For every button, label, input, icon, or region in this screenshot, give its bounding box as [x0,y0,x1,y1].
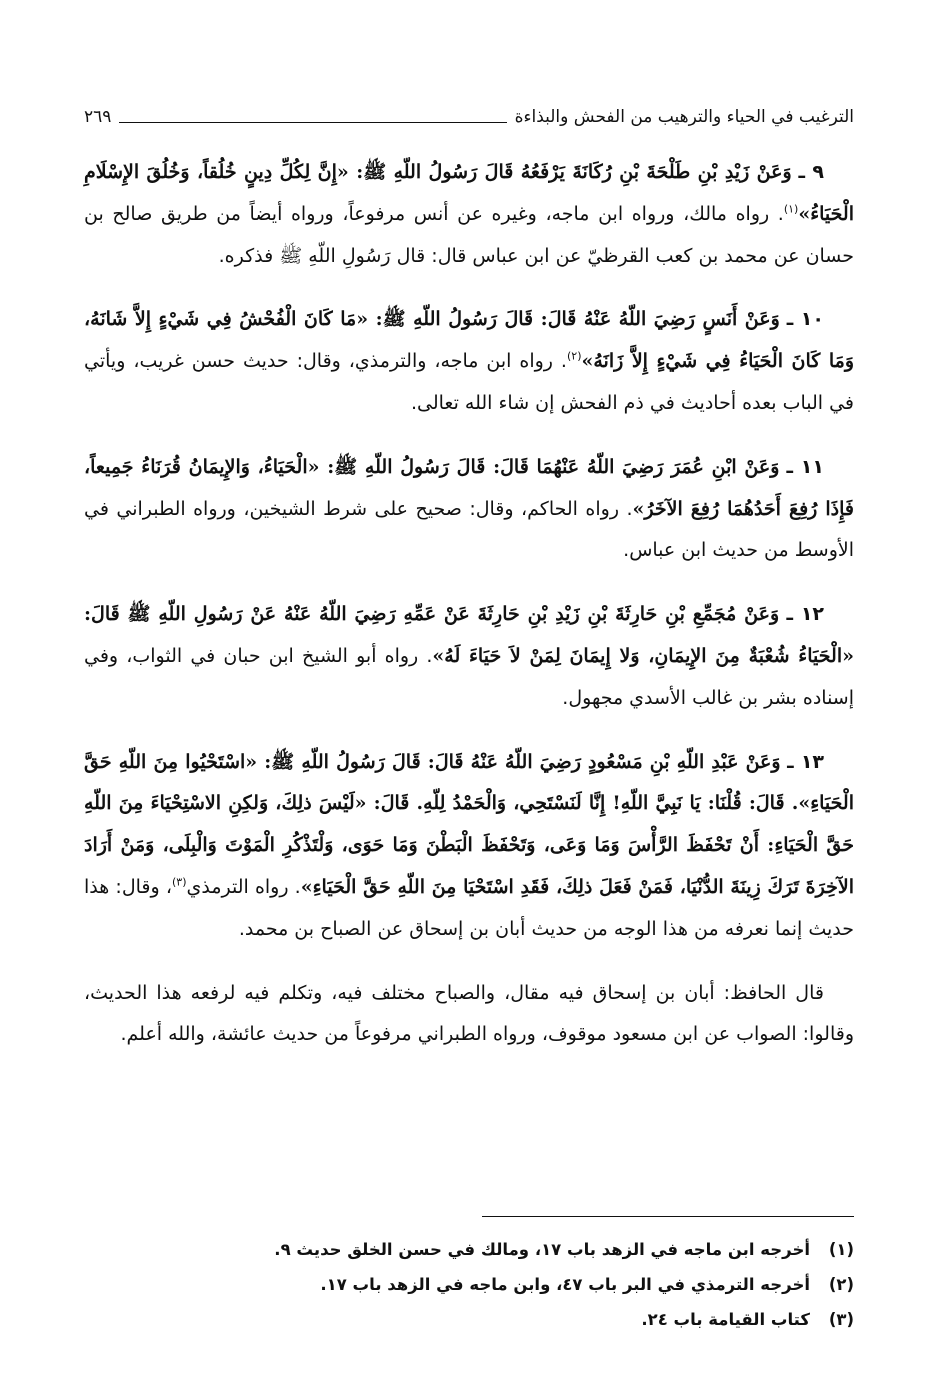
hadith-text: وَعَنْ مُجَمِّعِ بْنِ حَارِثَةَ بْنِ زَيْدِ بْنِ حَارِثَةَ عَنْ عَمِّهِ رَضِيَ اللّهُ عَنْهُ عَنْ رَسُولِ اللّهِ ﷺ قَالَ: «الْحَيَاءُ شُعْبَةٌ مِنَ الإِيمَانِ، وَلا إِيمَانَ لِمَنْ لاَ حَيَاءَ لَهُ» [84,603,854,667]
main-text [84,152,854,1078]
footnote-ref: (٢) [566,349,582,363]
hadith-10 [84,299,854,424]
footnote-item [84,1302,854,1337]
hadith-number: ١١ ـ [786,455,824,478]
footnote-item [84,1267,854,1302]
hadith-commentary-continued: ، وقال: هذا حديث إنما نعرفه من هذا الوجه من حديث أبان بن إسحاق عن الصباح بن محمد. [84,875,854,940]
hadith-number: ١٠ ـ [786,308,824,331]
hadith-commentary: . رواه ابن ماجه، والترمذي، وقال: حديث حسن غريب، ويأتي في الباب بعده أحاديث في ذم الفحش إن شاء الله تعالى. [84,350,854,414]
footnotes [84,1232,854,1337]
footnote-divider [482,1216,854,1217]
footnote-mark: (٣) [828,1310,854,1329]
footnote-ref: (١) [783,202,799,216]
footnote-mark: (١) [828,1240,854,1259]
hadith-text: وَعَنْ عَبْدِ اللّهِ بْنِ مَسْعُودٍ رَضِيَ اللّهُ عَنْهُ قَالَ: قَالَ رَسُولُ اللّهِ ﷺ: «اسْتَحْيُوا مِنَ اللّهِ حَقَّ الْحَيَاءِ». قَالَ: قُلْنَا: يَا نَبِيَّ اللّهِ! إِنَّا لَنَسْتَحِي، وَالْحَمْدُ لِلّهِ. قَالَ: «لَيْسَ ذلِكَ، وَلكِنِ الاسْتِحْيَاءَ مِنَ اللّهِ حَقَّ الْحَيَاءِ: أَنْ تَحْفَظَ الرَّأْسَ وَمَا وَعَى، وَتَحْفَظَ الْبَطْنَ وَمَا حَوَى، وَلْتَذْكُرِ الْمَوْتَ وَالْبِلَى، وَمَنْ أَرَادَ الآخِرَةَ تَرَكَ زِينَةَ الدُّنْيَا، فَمَنْ فَعَلَ ذلِكَ، فَقَدِ اسْتَحْيَا مِنَ اللّهِ حَقَّ الْحَيَاءِ» [84,750,854,898]
running-header [84,98,854,128]
footnote-text: أخرجه ابن ماجه في الزهد باب ١٧، ومالك في حسن الخلق حديث ٩. [274,1240,810,1259]
page-number: ٢٦٩ [84,107,112,127]
hadith-commentary: . رواه الحاكم، وقال: صحيح على شرط الشيخين، ورواه الطبراني في الأوسط من حديث ابن عباس. [84,497,854,562]
hadith-text: وَعَنْ زَيْدِ بْنِ طَلْحَةَ بْنِ رُكَانَةَ يَرْفَعُهُ قَالَ رَسُولُ اللّهِ ﷺ: «إِنَّ لِكُلِّ دِينٍ خُلُقاً، وَخُلُقَ الإِسْلَامِ الْحَيَاءُ» [84,161,854,225]
hadith-commentary: . رواه الترمذي [186,875,301,898]
footnote-text: أخرجه الترمذي في البر باب ٤٧، وابن ماجه في الزهد باب ١٧. [320,1275,810,1294]
hadith-commentary: . رواه أبو الشيخ ابن حبان في الثواب، وفي إسناده بشر بن غالب الأسدي مجهول. [84,644,854,709]
hadith-text: وَعَنْ ابْنِ عُمَرَ رَضِيَ اللّهُ عَنْهُمَا قَالَ: قَالَ رَسُولُ اللّهِ ﷺ: «الْحَيَاءُ، وَالإِيمَانُ قُرَنَاءُ جَمِيعاً، فَإِذَا رُفِعَ أَحَدُهُمَا رُفِعَ الآخَرُ» [84,455,854,520]
hadith-12 [84,594,854,719]
hadith-number: ١٣ ـ [787,750,825,773]
footnote-mark: (٢) [828,1275,854,1294]
hadith-number: ٩ ـ [798,161,824,183]
hadith-text: وَعَنْ أَنَسٍ رَضِيَ اللّهُ عَنْهُ قَالَ: قَالَ رَسُولُ اللّهِ ﷺ: «مَا كَانَ الْفُحْشُ فِي شَيْءٍ إِلاَّ شَانَهُ، وَمَا كَانَ الْحَيَاءُ فِي شَيْءٍ إِلاَّ زَانَهُ» [84,308,854,373]
closing-remark: قال الحافظ: أبان بن إسحاق فيه مقال، والصباح مختلف فيه، وتكلم فيه لرفعه هذا الحديث، وقالوا: الصواب عن ابن مسعود موقوف، ورواه الطبراني مرفوعاً من حديث عائشة، والله أعلم. [84,981,854,1046]
hadith-commentary: . رواه مالك، ورواه ابن ماجه، وغيره عن أنس مرفوعاً، ورواه أيضاً من طريق صالح بن حسان عن محمد بن كعب القرظيّ عن ابن عباس قال: قال رَسُولِ اللّهِ ﷺ فذكره. [84,202,854,267]
footnote-item [84,1232,854,1267]
hadith-13 [84,742,854,951]
footnote-text: كتاب القيامة باب ٢٤. [641,1310,810,1329]
hadith-9 [84,152,854,277]
hadith-11 [84,447,854,572]
footnote-ref: (٣) [171,875,187,889]
book-page [84,92,854,1352]
hadith-number: ١٢ ـ [786,603,825,626]
header-rule [119,122,506,123]
running-title: الترغيب في الحياء والترهيب من الفحش والبذاءة [514,107,854,127]
